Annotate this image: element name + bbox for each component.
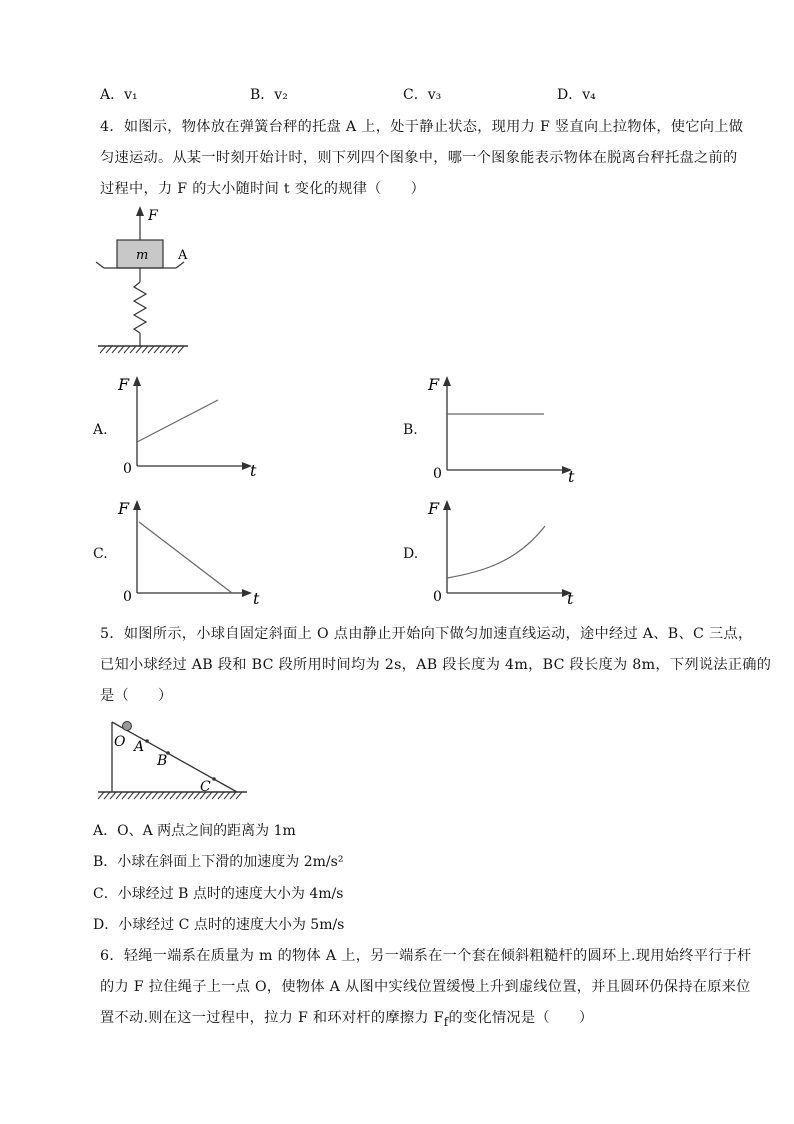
graph-d-x-label: t: [567, 589, 574, 606]
pan-label: A: [178, 248, 188, 263]
q3-option-d: D．v₄: [557, 87, 596, 103]
graph-c-origin: 0: [123, 589, 132, 605]
graph-a-origin: 0: [123, 461, 132, 477]
graph-b-y-label: F: [428, 375, 440, 394]
q6-stem-line-3: 置不动.则在这一过程中，拉力 F 和环对杆的摩擦力 $F_f$的变化情况是（ ）: [100, 1010, 594, 1029]
q5-stem-line-1: 5．如图所示，小球自固定斜面上 O 点由静止开始向下做匀加速直线运动，途中经过 A、B、C 三点，: [100, 626, 753, 642]
graph-c-x-label: t: [253, 589, 260, 606]
graph-b-x-label: t: [568, 467, 575, 485]
graph-c-line: [139, 522, 232, 593]
graph-b: [422, 370, 582, 485]
q4-stem-line-3: 过程中，力 F 的大小随时间 t 变化的规律（ ）: [100, 181, 426, 197]
point-b-label: B: [157, 753, 168, 769]
q5-stem-line-3: 是（ ）: [100, 688, 173, 704]
point-o-label: O: [114, 734, 126, 750]
q6-stem-line-2: 的力 F 拉住绳子上一点 O，使物体 A 从图中实线位置缓慢上升到虚线位置，并且圆环仍保持在原来位: [100, 979, 751, 995]
graph-b-origin: 0: [433, 466, 442, 482]
graph-c-y-label: F: [118, 499, 130, 518]
graph-b-option: B.: [403, 422, 418, 438]
q4-stem-line-1: 4．如图示，物体放在弹簧台秤的托盘 A 上，处于静止状态，现用力 F 竖直向上拉物体，使它向上做: [100, 119, 744, 135]
q5-option-c: C．小球经过 B 点时的速度大小为 4m/s: [93, 886, 344, 902]
graph-d-option: D.: [403, 546, 419, 562]
mass-label: m: [136, 248, 149, 263]
q4-stem-line-2: 匀速运动。从某一时刻开始计时，则下列四个图象中，哪一个图象能表示物体在脱离台秤托盘之前的: [100, 150, 738, 166]
q6-stem-line-1: 6．轻绳一端系在质量为 m 的物体 A 上，另一端系在一个套在倾斜粗糙杆的圆环上.现用始终平行于杆: [100, 948, 752, 964]
q5-option-d: D．小球经过 C 点时的速度大小为 5m/s: [93, 917, 345, 933]
q3-option-a: A．v₁: [100, 87, 138, 103]
graph-a-line: [137, 400, 218, 442]
q5-option-b: B．小球在斜面上下滑的加速度为 2m/s²: [93, 854, 344, 870]
point-a-label: A: [134, 739, 145, 755]
graph-d-y-label: F: [428, 499, 440, 518]
q3-option-c: C．v₃: [403, 87, 442, 103]
graph-c: [112, 494, 272, 606]
graph-d-curve: [447, 526, 545, 578]
force-label: F: [148, 208, 158, 224]
graph-d: [422, 494, 582, 606]
graph-d-origin: 0: [433, 589, 442, 605]
graph-a-y-label: F: [118, 375, 130, 394]
graph-a-option: A.: [93, 422, 108, 438]
graph-a-x-label: t: [250, 461, 257, 480]
q5-option-a: A．O、A 两点之间的距离为 1m: [93, 823, 296, 839]
point-c-label: C: [200, 779, 211, 795]
q5-stem-line-2: 已知小球经过 AB 段和 BC 段所用时间均为 2s，AB 段长度为 4m，BC 段长度为 8m，下列说法正确的: [100, 657, 772, 673]
graph-c-option: C.: [93, 546, 108, 562]
q3-option-b: B．v₂: [250, 87, 288, 103]
graph-a: [112, 370, 262, 480]
spring-scale-figure: [90, 200, 200, 355]
incline-figure: [92, 714, 252, 806]
